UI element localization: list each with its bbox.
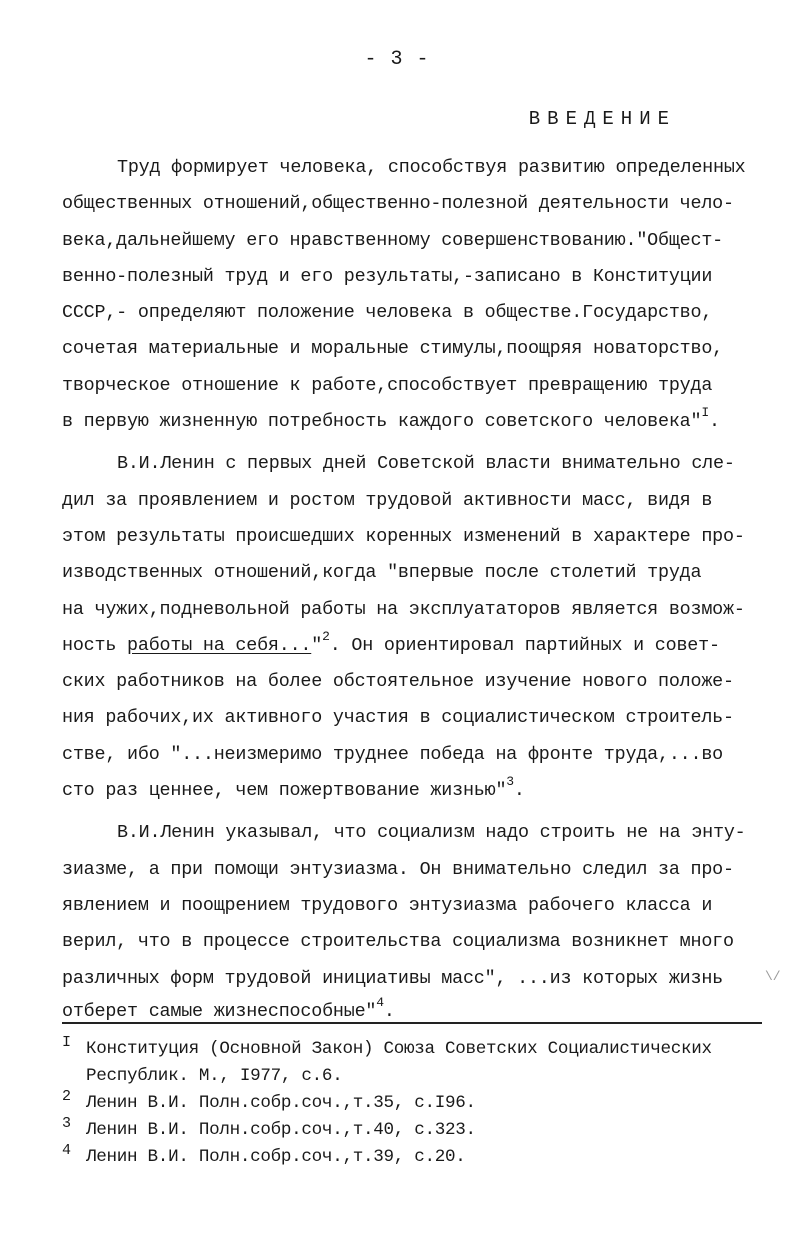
section-heading: ВВЕДЕНИЕ — [528, 108, 676, 130]
body-text — [62, 150, 774, 1027]
line-text: ность — [62, 634, 128, 656]
text-line: явлением и поощрением трудового энтузиазма рабочего класса и — [62, 894, 713, 916]
line-text: " — [311, 634, 323, 656]
footnote-mark: 3 — [62, 1115, 71, 1132]
footnote-mark: 2 — [62, 1088, 71, 1105]
footnote-ref: 4 — [376, 994, 384, 1010]
underlined-text: работы на себя... — [127, 634, 312, 656]
text-line: общественных отношений,общественно-полезной деятельности чело- — [62, 193, 734, 215]
footnote-ref: I — [701, 404, 709, 420]
line-text: отберет самые жизнеспособные" — [62, 1000, 377, 1022]
line-text: сто раз ценнее, чем пожертвование жизнью" — [62, 780, 507, 802]
line-text: в первую жизненную потребность каждого советского человека" — [62, 411, 702, 433]
text-line — [62, 773, 774, 809]
text-line: ния рабочих,их активного участия в социалистическом строитель- — [62, 707, 734, 729]
footnote-mark: 4 — [62, 1142, 71, 1159]
text-line: века,дальнейшему его нравственному совершенствованию."Общест- — [62, 229, 724, 251]
text-line: В.И.Ленин указывал, что социализм надо строить не на энту- — [117, 822, 746, 844]
text-line — [62, 628, 774, 664]
page-number: - 3 - — [364, 48, 430, 71]
text-line: стве, ибо "...неизмеримо труднее победа на фронте труда,...во — [62, 743, 724, 765]
text-line: различных форм трудовой инициативы масс", ...из которых жизнь — [62, 967, 724, 989]
footnote — [62, 1090, 782, 1117]
text-line: венно-полезный труд и его результаты,-записано в Конституции — [62, 265, 713, 287]
text-line: Труд формирует человека, способствуя развитию определенных — [117, 157, 746, 178]
footnote-ref: 3 — [506, 773, 514, 789]
margin-mark: \/ — [765, 969, 781, 984]
line-text: . — [708, 411, 720, 433]
text-line: сочетая материальные и моральные стимулы,поощряя новаторство, — [62, 338, 724, 360]
text-line: верил, что в процессе строительства социализма возникнет много — [62, 931, 734, 953]
footnote — [62, 1117, 782, 1144]
footnote — [62, 1144, 782, 1171]
footnote — [62, 1036, 782, 1090]
text-line: на чужих,подневольной работы на эксплуататоров является возмож- — [62, 598, 745, 620]
footnote-text: Ленин В.И. Полн.собр.соч.,т.40, с.323. — [86, 1120, 476, 1140]
footnote-mark: I — [62, 1034, 71, 1051]
footnote-ref: 2 — [322, 628, 330, 644]
text-line: ских работников на более обстоятельное изучение нового положе- — [62, 671, 734, 693]
line-text: . — [383, 1000, 395, 1022]
text-line: В.И.Ленин с первых дней Советской власти внимательно сле- — [117, 453, 735, 475]
footnote-separator — [62, 1022, 762, 1024]
line-text: . — [513, 780, 525, 802]
line-text: . Он ориентировал партийных и совет- — [329, 634, 720, 656]
text-line: этом результаты происшедших коренных изменений в характере про- — [62, 525, 745, 547]
text-line: творческое отношение к работе,способствует превращению труда — [62, 374, 713, 396]
text-line — [62, 404, 774, 440]
footnotes — [62, 1036, 782, 1171]
text-line: изводственных отношений,когда "впервые после столетий труда — [62, 562, 702, 584]
text-line: зиазме, а при помощи энтузиазма. Он внимательно следил за про- — [62, 858, 734, 880]
text-line: дил за проявлением и ростом трудовой активности масс, видя в — [62, 489, 713, 511]
footnote-text: Ленин В.И. Полн.собр.соч.,т.35, с.I96. — [86, 1093, 476, 1113]
footnote-text: Республик. М., I977, с.6. — [86, 1066, 343, 1086]
footnote-text: Конституция (Основной Закон) Союза Советских Социалистических — [86, 1039, 712, 1059]
footnote-text: Ленин В.И. Полн.собр.соч.,т.39, с.20. — [86, 1147, 466, 1167]
text-line: СССР,- определяют положение человека в обществе.Государство, — [62, 302, 713, 324]
